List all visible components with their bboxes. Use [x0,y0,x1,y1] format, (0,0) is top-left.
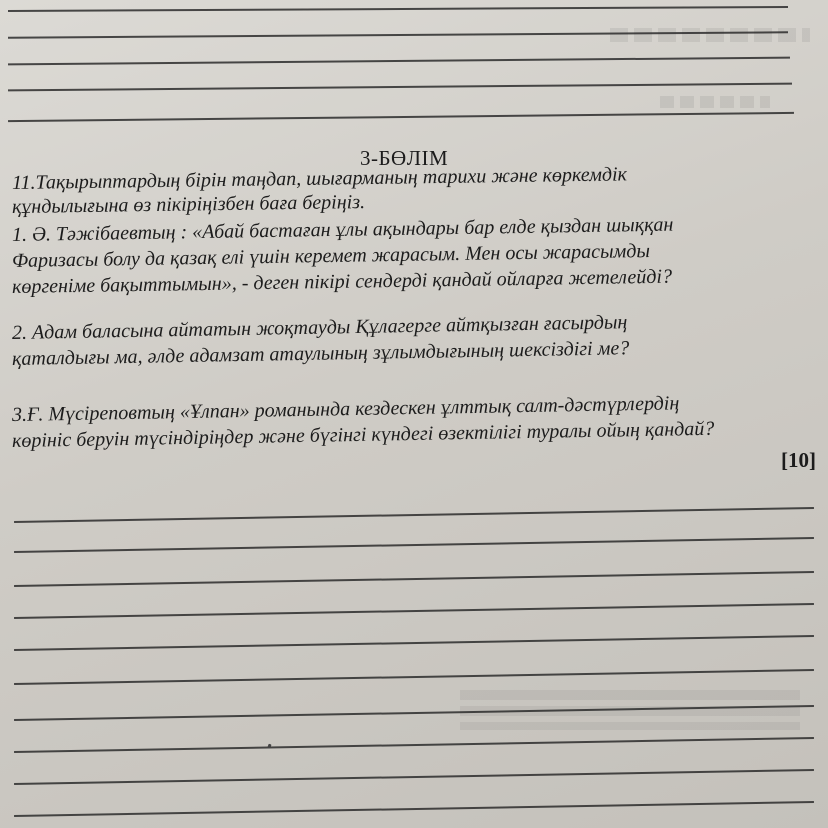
topic-1-line: 1. Ә. Тәжібаевтың : «Абай бастаған ұлы ақындары бар елде қыздан шыққан [11,213,674,246]
answer-line [8,6,788,12]
answer-line [14,801,814,817]
topic-1-line: Фаризасы болу да қазақ елі үшін керемет жарасым. Мен осы жарасымды [11,239,651,272]
reverse-side-bleed [610,28,810,42]
topic-1-line: көргеніме бақыттымын», - деген пікірі сендерді қандай ойларға жетелейді? [11,265,673,298]
marks-label: [10] [781,448,816,472]
reverse-side-bleed [660,96,770,108]
topic-3-line: көрініс беруін түсіндіріңдер және бүгінгі күндегі өзектілігі туралы ойың қандай? [11,417,715,452]
topic-2-line: 2. Адам баласына айтатын жоқтауды Құлагерге айтқызған ғасырдың [11,311,628,344]
answer-line [14,737,814,753]
answer-line [14,507,814,523]
section-title: 3-БӨЛІМ [360,146,449,170]
answer-line [14,669,814,685]
task-line: құндылығына өз пікіріңізбен баға беріңіз. [11,191,366,218]
answer-line [14,769,814,785]
answer-line [14,571,814,587]
topic-2-line: қаталдығы ма, әлде адамзат атаулының зұлымдығының шексіздігі ме? [11,337,630,370]
answer-line [8,57,790,66]
answer-line [14,537,814,553]
topic-3-line: 3.Ғ. Мүсіреповтың «Ұлпан» романында кездескен ұлттық салт-дәстүрлердің [11,392,680,426]
answer-line [14,603,814,619]
task-line: 11.Тақырыптардың бірін таңдап, шығарманың тарихи және көркемдік [11,163,628,194]
answer-line [14,635,814,651]
answer-line [8,112,794,122]
answer-line [8,83,792,92]
